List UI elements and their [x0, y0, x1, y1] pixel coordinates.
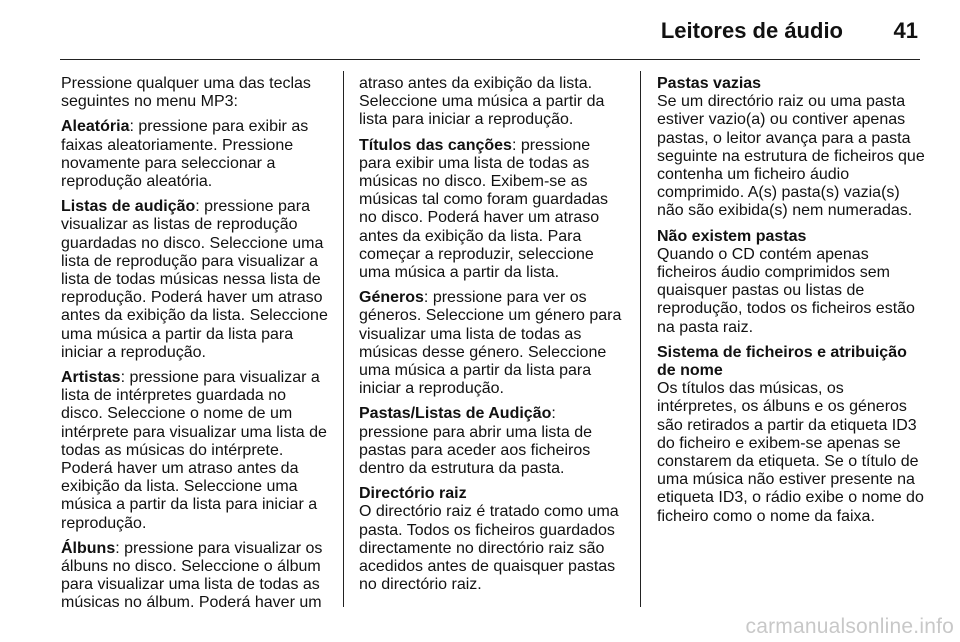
albuns-term: Álbuns	[61, 539, 116, 557]
column-divider-2	[640, 71, 641, 607]
aleatoria-term: Aleatória	[61, 118, 130, 136]
artistas-paragraph	[61, 369, 329, 533]
aleatoria-paragraph	[61, 118, 329, 191]
nao-text: Quando o CD contém apenas ficheiros áudio comprimidos sem quaisquer pastas ou listas de reprodução, todos os ficheiros estão na pasta raiz.	[657, 245, 915, 336]
listas-paragraph	[61, 198, 329, 362]
intro-paragraph: Pressione qualquer uma das teclas seguintes no menu MP3:	[61, 75, 311, 111]
vazias-section	[657, 75, 925, 221]
sistema-heading: Sistema de ficheiros e atribuição de nome	[657, 343, 907, 380]
albuns-paragraph	[61, 540, 329, 613]
artistas-term: Artistas	[61, 369, 121, 387]
aleatoria-text: : pressione para exibir as faixas aleatoriamente. Pressione novamente para seleccionar a reprodução aleatória.	[61, 118, 309, 191]
generos-term: Géneros	[359, 289, 424, 307]
sistema-text: Os títulos das músicas, os intérpretes, os álbuns e os géneros são retirados a partir da etiqueta ID3 do ficheiro e exibem-se apenas se constarem da etiqueta. Se o título de uma música não estiver presente na etiqueta ID3, o rádio exibe o nome do ficheiro como o nome da faixa.	[657, 380, 924, 525]
page-number: 41	[893, 18, 918, 43]
pastas-paragraph	[359, 405, 626, 478]
watermark-text: carmanualsonline.info	[745, 615, 954, 638]
header-rule	[60, 59, 920, 60]
page-header	[0, 0, 960, 60]
artistas-text: : pressione para visualizar a lista de intérpretes guardada no disco. Seleccione o nome de um intérprete para visualizar uma lista de todas as músicas do intérprete. Poderá haver um atraso antes da exibição da lista. Seleccione uma música a partir da lista para iniciar a reprodução.	[61, 369, 327, 532]
vazias-heading: Pastas vazias	[657, 75, 762, 92]
nao-heading: Não existem pastas	[657, 227, 807, 245]
column-1	[61, 75, 329, 613]
raiz-text: O directório raiz é tratado como uma pasta. Todos os ficheiros guardados directamente no directório raiz são acedidos antes de quaisquer pastas no directório raiz.	[359, 503, 619, 594]
vazias-text: Se um directório raiz ou uma pasta estiver vazio(a) ou contiver apenas pastas, o leitor avança para a pasta seguinte na estrutura de ficheiros que contenha um ficheiro áudio comprimido. A(s) pasta(s) vazia(s) não são exibida(s) nem numeradas.	[657, 93, 925, 220]
generos-text: : pressione para ver os géneros. Seleccione um género para visualizar uma lista de todas as músicas desse género. Seleccione uma música a partir da lista para iniciar a reprodução.	[359, 289, 622, 398]
raiz-section	[359, 485, 626, 594]
albuns-text: : pressione para visualizar os álbuns no disco. Seleccione o álbum para visualizar uma lista de todas as músicas no álbum. Poderá haver um	[61, 539, 323, 612]
column-3	[657, 75, 925, 526]
column-2	[359, 75, 626, 594]
listas-term: Listas de audição	[61, 198, 196, 216]
nao-section	[657, 228, 925, 337]
raiz-heading: Directório raiz	[359, 485, 467, 503]
listas-text: : pressione para visualizar as listas de reprodução guardadas no disco. Seleccione uma lista de reprodução para visualizar a lista de todas músicas nessa lista de reprodução. Poderá haver um atraso antes da exibição da lista. Seleccione uma música a partir da lista para iniciar a reprodução.	[61, 198, 328, 361]
pastas-term: Pastas/Listas de Audição	[359, 405, 552, 423]
column-divider-1	[343, 71, 344, 607]
generos-paragraph	[359, 289, 626, 398]
continuation-paragraph: atraso antes da exibição da lista. Seleccione uma música a partir da lista para iniciar a reprodução.	[359, 75, 605, 129]
titulos-term: Títulos das canções	[359, 136, 512, 154]
titulos-text: : pressione para exibir uma lista de todas as músicas no disco. Exibem-se as músicas tal como foram guardadas no disco. Poderá haver um atraso antes da exibição da lista. Para começar a reproduzir, seleccione uma música a partir da lista.	[359, 136, 608, 282]
page-title: Leitores de áudio	[660, 18, 843, 43]
pastas-text: : pressione para abrir uma lista de pastas para aceder aos ficheiros dentro da estrutura da pasta.	[359, 405, 593, 478]
titulos-paragraph	[359, 137, 626, 283]
sistema-section	[657, 344, 925, 526]
